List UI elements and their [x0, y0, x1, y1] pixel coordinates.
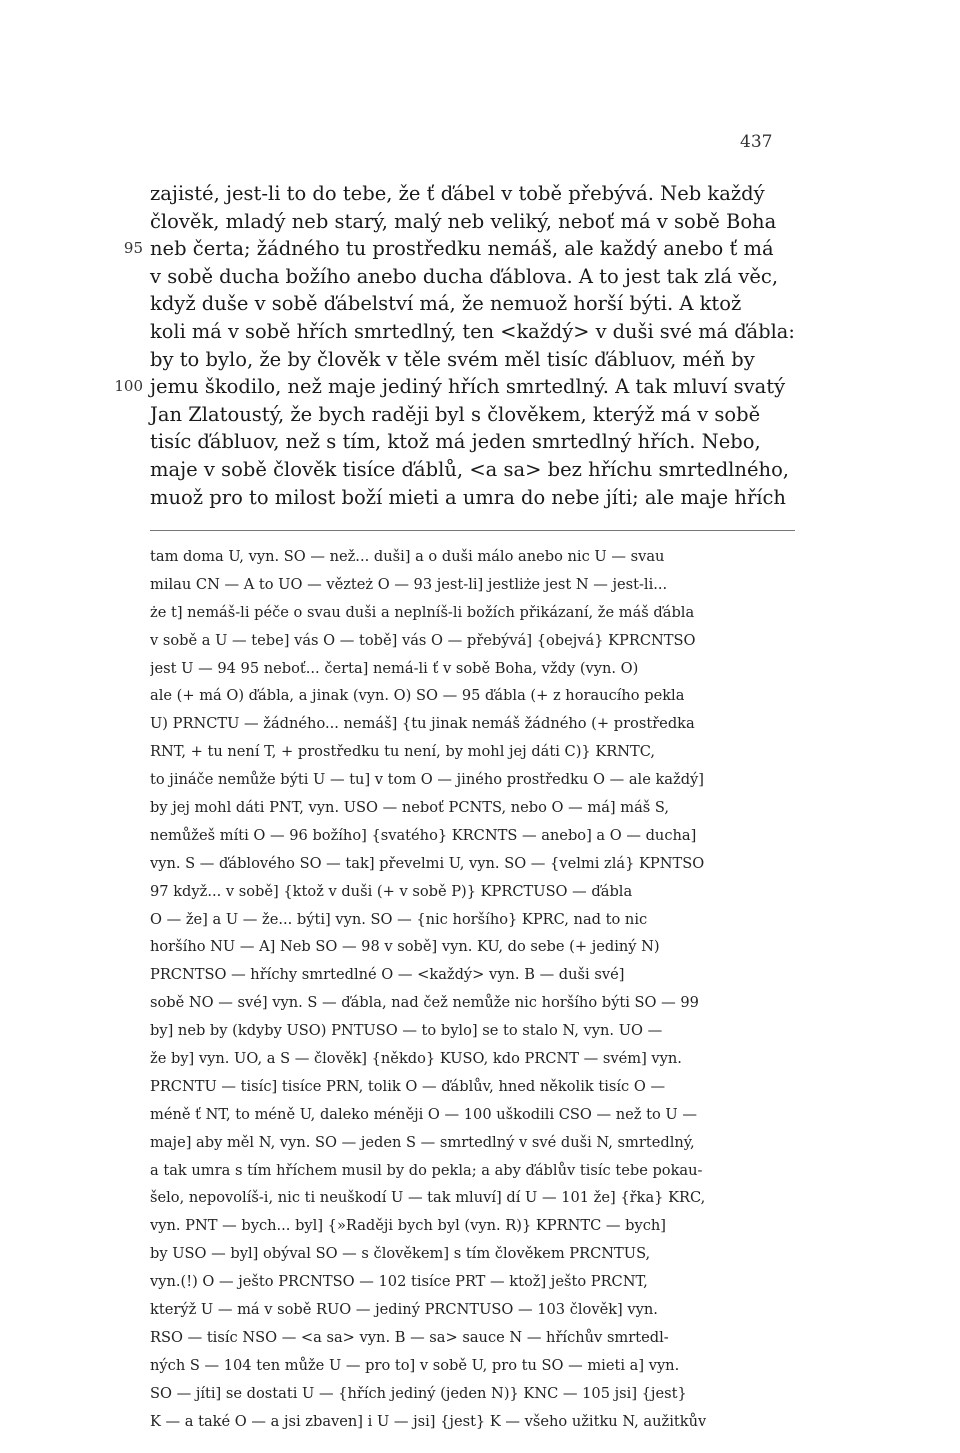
- footnote-line: PRCNTSO — hříchy smrtedlné O — <každý> vyn. B — duši své]: [150, 966, 625, 984]
- line-text: v sobě ducha božího anebo ducha ďáblova. A to jest tak zlá věc,: [150, 264, 779, 288]
- main-text-line: [150, 208, 795, 236]
- line-text: zajisté, jest-li to do tebe, že ť ďábel v tobě přebývá. Neb každý: [150, 182, 765, 205]
- footnote-line: že by] vyn. UO, a S — člověk] {někdo} KUSO, kdo PRCNT — svém] vyn.: [150, 1050, 682, 1068]
- critical-apparatus: [150, 545, 795, 1438]
- main-text: [114, 180, 795, 511]
- footnote-line: méně ť NT, to méně U, daleko méněji O — 100 uškodili CSO — než to U —: [150, 1105, 697, 1123]
- main-text-line: [150, 263, 795, 291]
- footnote-line: kterýž U — má v sobě RUO — jediný PRCNTUSO — 103 člověk] vyn.: [150, 1301, 658, 1319]
- line-text: by to bylo, že by člověk v těle svém měl tisíc ďábluov, méň by: [150, 347, 755, 371]
- footnote-line: ných S — 104 ten může U — pro to] v sobě U, pro tu SO — mieti a] vyn.: [150, 1356, 680, 1374]
- footnote-line: a tak umra s tím hříchem musil by do pekla; a aby ďáblův tisíc tebe pokau-: [150, 1161, 703, 1179]
- footnote-line: vyn. S — ďáblového SO — tak] převelmi U, vyn. SO — {velmi zlá} KPNTSO: [150, 854, 705, 872]
- footnote-line: by] neb by (kdyby USO) PNTUSO — to bylo] se to stalo N, vyn. UO —: [150, 1022, 663, 1040]
- line-text: když duše v sobě ďábelství má, že nemuož horší býti. A ktož: [150, 292, 742, 316]
- footnote-line: v sobě a U — tebe] vás O — tobě] vás O — přebývá] {obejvá} KPRCNTSO: [150, 631, 696, 649]
- main-text-line: [150, 484, 795, 512]
- main-text-line: [150, 318, 795, 346]
- footnote-line: vyn. PNT — bych... byl] {»Raději bych byl (vyn. R)} KPRNTC — bych]: [150, 1217, 666, 1235]
- footnote-line: SO — jíti] se dostati U — {hřích jediný (jeden N)} KNC — 105 jsi] {jest}: [150, 1384, 687, 1402]
- footnote-line: RSO — tisíc NSO — <a sa> vyn. B — sa> sauce N — hříchův smrtedl-: [150, 1328, 669, 1346]
- footnote-line: RNT, + tu není T, + prostředku tu není, by mohl jej dáti C)} KRNTC,: [150, 743, 656, 761]
- footnote-line: maje] aby měl N, vyn. SO — jeden S — smrtedlný v své duši N, smrtedlný,: [150, 1133, 695, 1151]
- main-text-line: [114, 373, 795, 401]
- footnote-line: jest U — 94 95 neboť... čerta] nemá-li ť v sobě Boha, vždy (vyn. O): [150, 659, 639, 677]
- footnote-line: horšího NU — A] Neb SO — 98 v sobě] vyn. KU, do sebe (+ jediný N): [150, 938, 660, 956]
- footnote-line: K — a také O — a jsi zbaven] i U — jsi] {jest} K — všeho užitku N, aužitkův: [150, 1412, 707, 1430]
- footnote-line: vyn.(!) O — ješto PRCNTSO — 102 tisíce PRT — ktož] ješto PRCNT,: [150, 1273, 648, 1291]
- footnote-line: O — že] a U — že... býti] vyn. SO — {nic horšího} KPRC, nad to nic: [150, 910, 648, 928]
- line-number: 100: [114, 377, 143, 396]
- footnote-line: tam doma U, vyn. SO — než... duši] a o duši málo anebo nic U — svau: [150, 548, 665, 565]
- main-text-line: [150, 456, 795, 484]
- line-text: muož pro to milost boží mieti a umra do nebe jíti; ale maje hřích: [150, 485, 786, 509]
- footnote-line: U) PRNCTU — žádného... nemáš] {tu jinak nemáš žádného (+ prostředka: [150, 715, 695, 733]
- footnote-line: że t] nemáš-li péče o svau duši a neplníš-li božích přikázaní, že máš ďábla: [150, 603, 695, 621]
- line-text: maje v sobě člověk tisíce ďáblů, <a sa> bez hříchu smrtedlného,: [150, 457, 790, 481]
- footnote-line: šelo, nepovolíš-i, nic ti neuškodí U — tak mluví] dí U — 101 že] {řka} KRC,: [150, 1189, 706, 1207]
- line-text: jemu škodilo, než maje jediný hřích smrtedlný. A tak mluví svatý: [150, 375, 786, 399]
- page-number: 437: [740, 132, 773, 152]
- line-text: koli má v sobě hřích smrtedlný, ten <každý> v duši své má ďábla:: [150, 319, 795, 343]
- main-text-line: [150, 428, 795, 456]
- line-text: člověk, mladý neb starý, malý neb veliký, neboť má v sobě Boha: [150, 209, 777, 233]
- main-text-line: [150, 180, 795, 208]
- main-text-line: [150, 346, 795, 374]
- footnote-line: by USO — byl] obýval SO — s člověkem] s tím člověkem PRCNTUS,: [150, 1245, 651, 1263]
- footnote-line: 97 když... v sobě] {ktož v duši (+ v sobě P)} KPRCTUSO — ďábla: [150, 882, 633, 900]
- footnote-line: by jej mohl dáti PNT, vyn. USO — neboť PCNTS, nebo O — má] máš S,: [150, 799, 670, 817]
- footnote-line: milau CN — A to UO — vězteż O — 93 jest-li] jestliże jest N — jest-li...: [150, 575, 668, 593]
- footnote-line: ale (+ má O) ďábla, a jinak (vyn. O) SO — 95 ďábla (+ z horaucího pekla: [150, 687, 685, 705]
- footnote-line: PRCNTU — tisíc] tisíce PRN, tolik O — ďáblův, hned několik tisíc O —: [150, 1077, 666, 1095]
- footnote-line: nemůžeš míti O — 96 božího] {svatého} KRCNTS — anebo] a O — ducha]: [150, 826, 697, 844]
- line-text: Jan Zlatoustý, že bych raději byl s člověkem, kterýž má v sobě: [150, 402, 761, 426]
- line-text: tisíc ďábluov, než s tím, ktož má jeden smrtedlný hřích. Nebo,: [150, 430, 761, 454]
- line-number: 95: [123, 239, 143, 258]
- main-text-line: [123, 235, 795, 263]
- line-text: neb čerta; žádného tu prostředku nemáš, ale každý anebo ť má: [150, 237, 774, 261]
- footnote-line: to jináče nemůže býti U — tu] v tom O — jiného prostředku O — ale každý]: [150, 771, 704, 789]
- footnote-divider: [150, 530, 795, 531]
- main-text-line: [150, 401, 795, 429]
- main-text-line: [150, 290, 795, 318]
- footnote-line: sobě NO — své] vyn. S — ďábla, nad čež nemůže nic horšího býti SO — 99: [150, 994, 699, 1012]
